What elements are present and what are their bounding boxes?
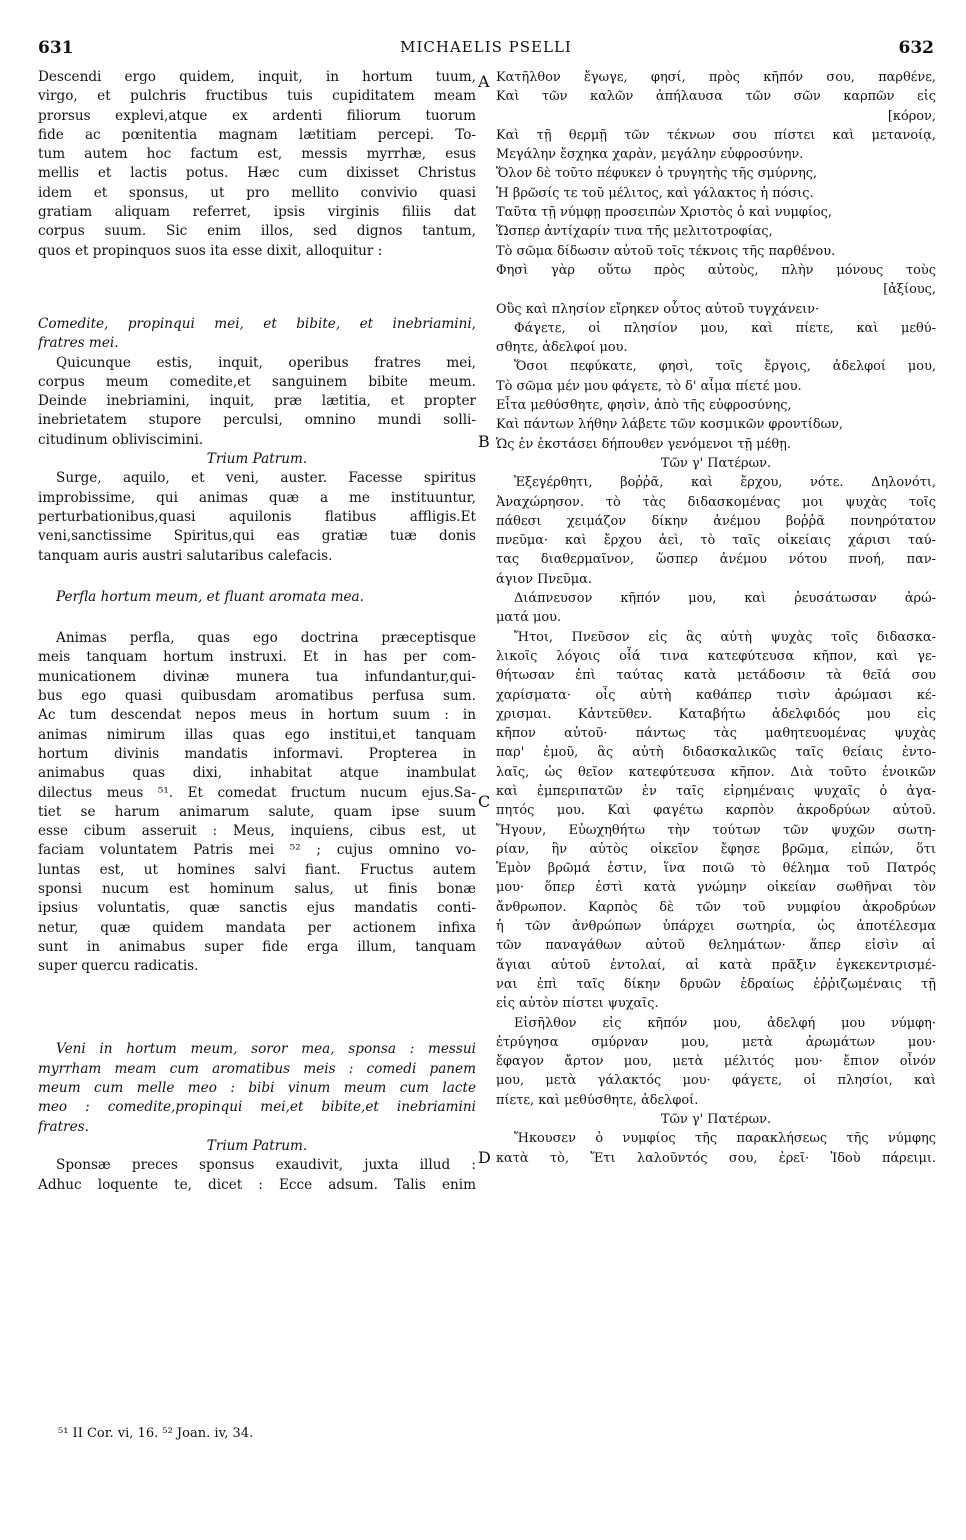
greek-text-line: Μεγάλην ἔσχηκα χαρὰν, μεγάλην εὐφροσύνην. [496, 147, 804, 163]
latin-text-line: municationem divinæ munera tua infundantur,qui- [38, 668, 476, 685]
margin-marker-b: B [478, 432, 490, 451]
margin-marker-d: D [478, 1148, 491, 1167]
greek-text-line: Καὶ πάντων λήθην λάβετε τῶν κοσμικῶν φροντίδων, [496, 417, 844, 433]
latin-text-line: Deinde inebriamini, inquit, præ lætitia, et propter [38, 393, 476, 410]
latin-text-line: animas nimirum illas quas ego institui,et tanquam [38, 726, 476, 743]
greek-text-line: Τὸ σῶμα δίδωσιν αὐτοῦ τοῖς τέκνοις τῆς παρθένου. [496, 243, 836, 259]
latin-text-line: Surge, aquilo, et veni, auster. Facesse spiritus [56, 470, 476, 487]
greek-text-line: σθητε, ἀδελφοί μου. [496, 340, 628, 356]
greek-text-line: κῆπον αὐτοῦ· πάντως τὰς μαθητευομένας ψυχὰς [496, 726, 936, 742]
latin-text-line: faciam voluntatem Patris mei ⁵² ; cujus omnino vo- [38, 842, 476, 859]
greek-column [496, 68, 936, 1168]
greek-text-line: Ἤτοι, Πνεῦσον εἰς ἃς αὐτὴ ψυχὰς τοῖς διδασκα- [514, 629, 936, 645]
latin-text-line: quos et propinquos suos ita esse dixit, alloquitur : [38, 242, 383, 259]
greek-text-line: πάθεσι χειμάζον δίκην ἀνέμου βοῤῥᾶ πονηρότατον [496, 513, 936, 529]
greek-text-line: ἡ τῶν ἀνθρώπων ὑπάρχει σωτηρία, ὡς ἀποτέλεσμα [496, 919, 936, 935]
page-header [38, 38, 934, 62]
latin-text-line: Perfla hortum meum, et fluant aromata mea. [56, 588, 364, 605]
greek-text-line: Φάγετε, οἱ πλησίον μου, καὶ πίετε, καὶ μεθύ- [514, 320, 936, 336]
latin-text-line: gratiam aliquam referret, ipsis virginis filiis dat [38, 204, 476, 221]
greek-text-line: Καὶ τῇ θερμῇ τῶν τέκνων σου πίστει καὶ μετανοίᾳ, [496, 127, 936, 143]
latin-text-line: Animas perfla, quas ego doctrina præceptisque [56, 630, 476, 647]
greek-text-line: κατὰ τὸ, Ἔτι λαλοῦντός σου, ἐρεῖ· Ἰδοὺ πάρειμι. [496, 1150, 936, 1166]
latin-text-line: fratres. [38, 1118, 89, 1135]
latin-text-line: Veni in hortum meum, soror mea, sponsa : messui [56, 1041, 476, 1058]
latin-text-line: super quercu radicatis. [38, 958, 199, 975]
latin-text-line: veni,sanctissime Spiritus,qui eas gratiæ tuæ donis [38, 528, 476, 545]
greek-text-line: Φησὶ γὰρ οὕτω πρὸς αὐτοὺς, πλὴν μόνους τοὺς [496, 262, 936, 278]
latin-text-line: Descendi ergo quidem, inquit, in hortum tuum, [38, 69, 476, 85]
greek-text-line: Ἐξεγέρθητι, βοῤῥᾶ, καὶ ἔρχου, νότε. Δηλονότι, [514, 475, 936, 491]
latin-text-line: sponsi nucum est hominum salus, ut finis bonæ [38, 880, 476, 897]
greek-text-line: πνεῦμα· καὶ ἔρχου ἀεὶ, τὸ ταῖς οἰκείαις χάρισι ταύ- [496, 533, 936, 549]
latin-text-line: tiet se harum animarum salute, quam ipse suum [38, 803, 476, 820]
spacer [38, 976, 476, 1008]
latin-text-line: mellis et lactis potus. Hæc cum dixisset Christus [38, 165, 476, 182]
greek-text-line: ἐτρύγησα σμύρναν μου, μετὰ ἀρωμάτων μου· [496, 1034, 936, 1050]
greek-text-line: Τῶν γ' Πατέρων. [660, 1112, 772, 1128]
latin-text-line: inebrietatem stupore perculsi, omnino mundi solli- [38, 412, 476, 429]
latin-text-line: Ac tum descendat nepos meus in hortum suum : in [38, 707, 476, 724]
latin-text-line: Trium Patrum. [206, 1137, 308, 1154]
greek-text-line: Κατῆλθον ἔγωγε, φησί, πρὸς κῆπόν σου, παρθένε, [496, 70, 936, 85]
latin-text-line: tum autem hoc factum est, messis myrrhæ, esus [38, 146, 476, 163]
margin-marker-a: A [478, 72, 490, 91]
greek-text-line: Ὅσοι πεφύκατε, φησὶ, τοῖς ἔργοις, ἀδελφοί μου, [514, 359, 936, 375]
latin-text-line: tanquam auris austri salutaribus calefacis. [38, 547, 333, 564]
latin-text-line: ipsius voluntatis, quæ sanctis ejus mandatis conti- [38, 900, 476, 917]
spacer [38, 566, 476, 588]
latin-text-line: netur, quæ quidem mandata per actionem infixa [38, 919, 476, 936]
greek-text-line: μου, μετὰ γάλακτός μου· φάγετε, οἱ πλησίοι, καὶ [496, 1073, 936, 1089]
greek-text-line: Ὅλον δὲ τοῦτο πέφυκεν ὁ τρυγητὴς τῆς σμύρνης, [496, 166, 818, 182]
spacer [38, 1008, 476, 1040]
greek-text-line: Εἰσῆλθον εἰς κῆπόν μου, ἀδελφή μου νύμφη· [514, 1015, 936, 1031]
page-number-left: 631 [38, 38, 74, 58]
greek-text-line: καὶ ἐμπεριπατῶν ἐν ταῖς εἰρημέναις ψυχαῖς ὁ ἀγα- [496, 783, 936, 799]
latin-text-line: idem et sponsus, ut pro mellito convivio quasi [38, 184, 476, 201]
greek-text-line: Τὸ σῶμα μέν μου φάγετε, τὸ δ' αἷμα πίετέ μου. [496, 378, 802, 394]
latin-text-line: corpus meum comedite,et sanguinem bibite meum. [38, 373, 476, 390]
greek-text-line: άγιον Πνεῦμα. [496, 571, 592, 587]
greek-text-line: μου· ὅπερ ἐστὶ κατὰ γνώμην οἰκείαν σωθῆναι τὸν [496, 880, 936, 896]
greek-text-line: Ἡ βρῶσίς τε τοῦ μέλιτος, καὶ γάλακτος ἡ πόσις. [496, 185, 814, 201]
page-number-right: 632 [898, 38, 934, 58]
latin-text-line: corpus suum. Sic enim illos, sed dignos tantum, [38, 223, 476, 240]
latin-text-line: Adhuc loquente te, dicet : Ecce adsum. Talis enim [38, 1176, 476, 1193]
greek-text-line: ἅγιαι αὐτοῦ ἐντολαί, αἱ κατὰ πρᾶξιν ἐγκεκεντρισμέ- [496, 957, 936, 973]
latin-text-line: animabus quas dixi, inhabitat atque inambulat [38, 765, 476, 782]
latin-text-line: citudinum obliviscimini. [38, 431, 204, 448]
greek-text-line: Τῶν γ' Πατέρων. [660, 455, 772, 471]
footnotes: ⁵¹ II Cor. vi, 16. ⁵² Joan. iv, 34. [58, 1426, 254, 1441]
latin-text-line: Trium Patrum. [206, 451, 308, 468]
greek-text-line: [ἀξίους, [883, 282, 936, 298]
latin-text-line: Comedite, propinqui mei, et bibite, et inebriamini, [38, 315, 476, 332]
greek-text-line: ἔφαγον ἄρτον μου, μετὰ μέλιτός μου· ἔπιον οἶνόν [496, 1054, 936, 1070]
greek-text-line: τας διαθερμαῖνον, ὥσπερ ἀνέμου νότου πνοή, παν- [496, 552, 936, 568]
latin-column [38, 68, 476, 1195]
latin-text-line: meis tanquam hortum instruxi. Et in has per com- [38, 649, 476, 666]
latin-text-line: bus ego quasi quibusdam aromatibus perfusa sum. [38, 688, 476, 705]
greek-text-line: Ὡς ἐν ἐκστάσει δήπουθεν γενόμενοι τῇ μέθῃ. [496, 436, 791, 452]
greek-text-line: ναι ἐπὶ ταῖς δίκην δρυῶν ἑδραίως ἐῤῥιζωμέναις τῇ [496, 976, 936, 992]
greek-text-line: Ἐμὸν βρῶμά ἐστιν, ἵνα ποιῶ τὸ θέλημα τοῦ Πατρός [496, 861, 936, 877]
greek-text-line: Ὥσπερ ἀντίχαρίν τινα τῆς μελιτοτροφίας, [496, 224, 773, 240]
spacer [38, 293, 476, 315]
latin-text-line: meo : comedite,propinqui mei,et bibite,et inebriamini [38, 1099, 476, 1116]
latin-text-line: esse cibum asseruit : Meus, inquiens, cibus est, ut [38, 823, 476, 840]
latin-text-line: myrrham meam cum aromatibus meis : comedi panem [38, 1060, 476, 1077]
greek-text-line: ἄνθρωπον. Καρπὸς δὲ τῶν τοῦ νυμφίου ἀκροδρύων [496, 899, 936, 915]
greek-text-line: εἰς αὐτὸν πίστει ψυχαῖς. [496, 996, 659, 1012]
latin-text-line: perturbationibus,quasi aquilonis flatibus affligis.Et [38, 508, 476, 525]
latin-text-line: virgo, et pulchris fructibus tuis cupiditatem meam [38, 88, 476, 105]
latin-text-line: luntas est, ut homines salvi fiant. Fructus autem [38, 861, 476, 878]
greek-text-line: πίετε, καὶ μεθύσθητε, ἀδελφοί. [496, 1092, 699, 1108]
latin-text-line: dilectus meus ⁵¹. Et comedat fructum nucum ejus.Sa- [38, 784, 476, 801]
greek-text-line: λαῖς, ὡς θεῖον κατεφύτευσα κῆπον. Διὰ τοῦτο ἐνοικῶν [496, 764, 936, 780]
greek-text-line: ρίαν, ἣν αὐτὸς οἰκεῖον ἔφησε βρῶμα, εἰπών, ὅτι [496, 841, 936, 857]
latin-text-line: fide ac pœnitentia magnam lætitiam percepi. To- [38, 126, 476, 143]
greek-text-line: χρισμαι. Κἀντεῦθεν. Καταβήτω ἀδελφιδός μου εἰς [496, 706, 936, 722]
greek-text-line: πητός μου. Καὶ φαγέτω καρπὸν ἀκροδρύων αὐτοῦ. [496, 803, 936, 819]
greek-text-line: τῶν παναγάθων αὐτοῦ θελημάτων· ἅπερ εἰσὶν αἱ [496, 938, 936, 954]
greek-text-line: Εἶτα μεθύσθητε, φησὶν, ἀπὸ τῆς εὐφροσύνης, [496, 398, 792, 414]
margin-marker-c: C [478, 792, 491, 811]
greek-text-line: θήτωσαν ἐπὶ ταύτας κατὰ μετάδοσιν τὰ θεῖά σου [496, 668, 936, 684]
latin-text-line: Sponsæ preces sponsus exaudivit, juxta illud : [56, 1157, 476, 1174]
running-title: MICHAELIS PSELLI [400, 38, 572, 56]
latin-text-line: meum cum melle meo : bibi vinum meum cum lacte [38, 1080, 476, 1097]
greek-text-line: Ἤκουσεν ὁ νυμφίος τῆς παρακλήσεως τῆς νύμφης [514, 1131, 936, 1147]
latin-text-line: fratres mei. [38, 335, 119, 352]
greek-text-line: Διάπνευσον κῆπόν μου, καὶ ῥευσάτωσαν ἀρώ- [514, 591, 936, 607]
greek-text-line: Καὶ τῶν καλῶν ἀπήλαυσα τῶν σῶν καρπῶν εἰς [496, 89, 936, 105]
greek-text-line: Ἤγουν, Εὐωχηθήτω τὴν τούτων τῶν ψυχῶν σωτη- [496, 822, 936, 838]
spacer [38, 261, 476, 293]
greek-text-line: χαρίσματα· οἷς αὐτὴ καθάπερ τισὶν ἀρώμασι κέ- [496, 687, 936, 703]
spacer [38, 607, 476, 629]
greek-text-line: Ταῦτα τῇ νύμφῃ προσειπὼν Χριστὸς ὁ καὶ νυμφίος, [496, 205, 832, 221]
latin-text-line: hortum divinis mandatis informavi. Propterea in [38, 745, 476, 762]
latin-text-line: prorsus explevi,atque ex ardenti filiorum tuorum [38, 107, 476, 124]
latin-text-line: sunt in animabus super fide erga illum, tanquam [38, 938, 476, 955]
greek-text-line: ματά μου. [496, 610, 562, 626]
greek-text-line: Οὓς καὶ πλησίον εἴρηκεν οὗτος αὐτοῦ τυγχάνειν· [496, 301, 820, 317]
greek-text-line: παρ' ἐμοῦ, ἃς αὐτὴ διδασκαλικῶς ταῖς θείαις ἐντο- [496, 745, 936, 761]
greek-text-line: [κόρον, [887, 108, 936, 124]
greek-text-line: Ἀναχώρησον. τὸ τὰς διδασκομένας μοι ψυχὰς τοῖς [496, 494, 936, 510]
latin-text-line: improbissime, qui animas quæ a me instituuntur, [38, 489, 476, 506]
latin-text-line: Quicunque estis, inquit, operibus fratres mei, [56, 354, 476, 371]
greek-text-line: λικοῖς λόγοις οἷά τινα κατεφύτευσα κῆπον, καὶ γε- [496, 648, 936, 664]
